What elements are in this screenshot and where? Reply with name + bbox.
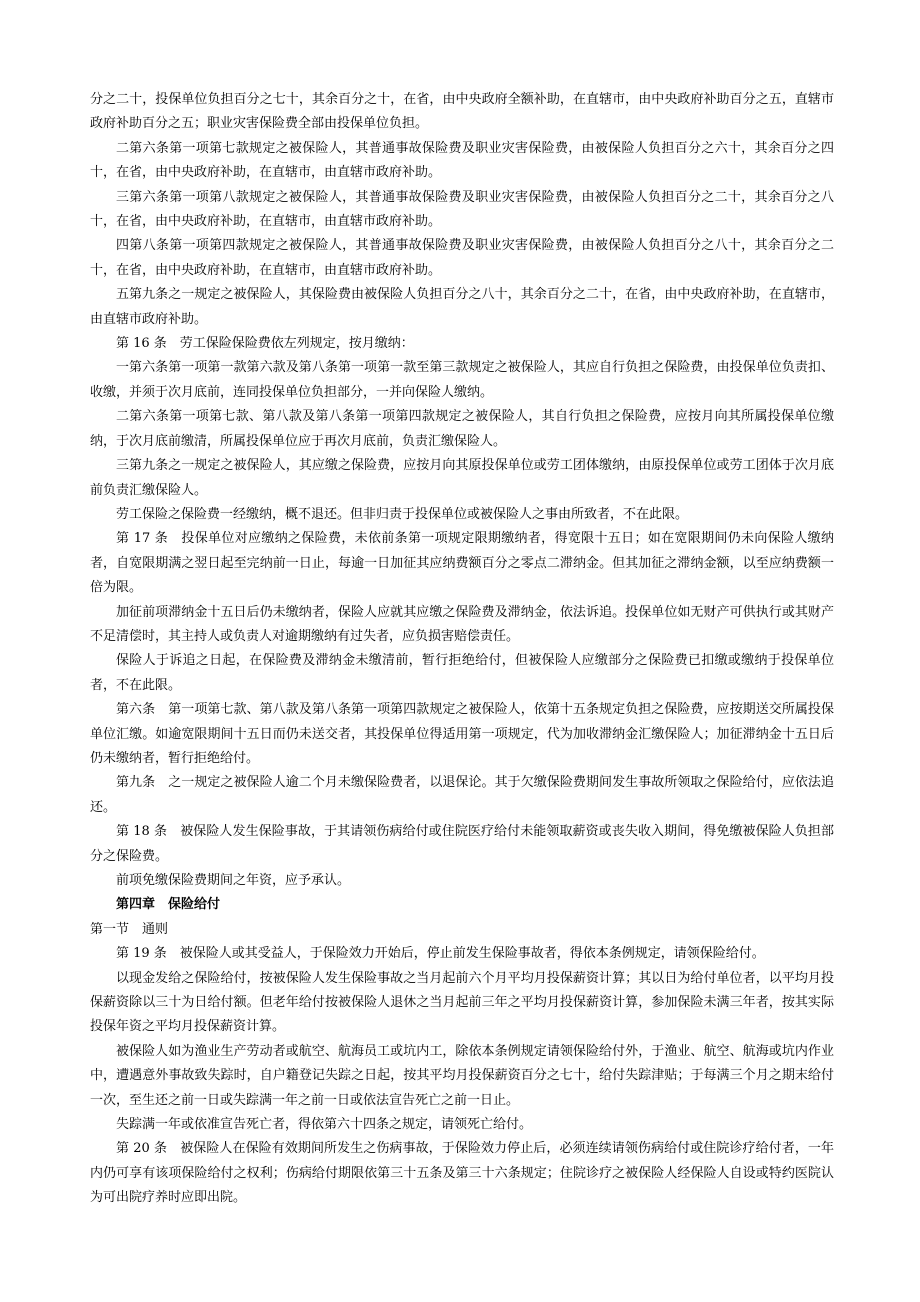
paragraph: 第六条 第一项第七款、第八款及第八条第一项第四款规定之被保险人，依第十五条规定负担之保险费，应按期送交所属投保单位汇缴。如逾宽限期间十五日而仍未送交者，其投保单位得适用第一项规定，代为加收滞纳金汇缴保险人；加征滞纳金十五日后仍未缴纳者，暂行拒绝给付。: [90, 702, 834, 766]
paragraph: 四第八条第一项第四款规定之被保险人，其普通事故保险费及职业灾害保险费，由被保险人负担百分之八十，其余百分之二十，在省，由中央政府补助，在直辖市，由直辖市政府补助。: [90, 238, 834, 278]
paragraph: 前项免缴保险费期间之年资，应予承认。: [116, 873, 351, 888]
article-17: 第 17 条 投保单位对应缴纳之保险费，未依前条第一项规定限期缴纳者，得宽限十五日；如在宽限期间仍未向保险人缴纳者，自宽限期满之翌日起至完纳前一日止，每逾一日加征其应纳费额百分之零点二滞纳金。但其加征之滞纳金额，以至应纳费额一倍为限。: [90, 531, 834, 596]
paragraph: 五第九条之一规定之被保险人，其保险费由被保险人负担百分之八十，其余百分之二十，在省，由中央政府补助，在直辖市，由直辖市政府补助。: [90, 287, 834, 327]
paragraph: 失踪满一年或依准宣告死亡者，得依第六十四条之规定，请领死亡给付。: [116, 1117, 533, 1133]
paragraph: 被保险人如为渔业生产劳动者或航空、航海员工或坑内工，除依本条例规定请领保险给付外，于渔业、航空、航海或坑内作业中，遭遇意外事故致失踪时，自户籍登记失踪之日起，按其平均月投保薪资百分之七十，给付失踪津贴；于每满三个月之期末给付一次，至生还之前一日或失踪满一年之前一日或依法宣告死亡之前一日止。: [90, 1043, 834, 1108]
article-heading-16: 第 16 条 劳工保险保险费依左列规定，按月缴纳：: [116, 336, 414, 352]
article-20: 第 20 条 被保险人在保险有效期间所发生之伤病事故，于保险效力停止后，必须连续请领伤病给付或住院诊疗给付者，一年内仍可享有该项保险给付之权利；伤病给付期限依第三十五条及第三十六条规定；住院诊疗之被保险人经保险人自设或特约医院认为可出院疗养时应即出院。: [90, 1141, 834, 1206]
chapter-heading: 第四章 保险给付: [116, 897, 221, 913]
paragraph: 以现金发给之保险给付，按被保险人发生保险事故之当月起前六个月平均月投保薪资计算；其以日为给付单位者，以平均月投保薪资除以三十为日给付额。但老年给付按被保险人退休之当月起前三年之平均月投保薪资计算，参加保险未满三年者，按其实际投保年资之平均月投保薪资计算。: [90, 970, 834, 1035]
paragraph: 一第六条第一项第一款第六款及第八条第一项第一款至第三款规定之被保险人，其应自行负担之保险费，由投保单位负责扣、收缴，并须于次月底前，连同投保单位负担部分，一并向保险人缴纳。: [90, 360, 834, 400]
section-heading: 第一节 通则: [90, 921, 169, 937]
paragraph: 二第六条第一项第七款、第八款及第八条第一项第四款规定之被保险人，其自行负担之保险费，应按月向其所属投保单位缴纳，于次月底前缴清，所属投保单位应于再次月底前，负责汇缴保险人。: [90, 409, 834, 449]
paragraph: 保险人于诉追之日起，在保险费及滞纳金未缴清前，暂行拒绝给付，但被保险人应缴部分之保险费已扣缴或缴纳于投保单位者，不在此限。: [90, 653, 834, 693]
paragraph: 第九条 之一规定之被保险人逾二个月未缴保险费者，以退保论。其于欠缴保险费期间发生事故所领取之保险给付，应依法追还。: [90, 775, 834, 815]
article-18: 第 18 条 被保险人发生保险事故，于其请领伤病给付或住院医疗给付未能领取薪资或丧失收入期间，得免缴被保险人负担部分之保险费。: [90, 824, 834, 864]
document-body: [90, 88, 834, 1211]
paragraph: 二第六条第一项第七款规定之被保险人，其普通事故保险费及职业灾害保险费，由被保险人负担百分之六十，其余百分之四十，在省，由中央政府补助，在直辖市，由直辖市政府补助。: [90, 140, 834, 181]
paragraph: 加征前项滞纳金十五日后仍未缴纳者，保险人应就其应缴之保险费及滞纳金，依法诉追。投保单位如无财产可供执行或其财产不足清偿时，其主持人或负责人对逾期缴纳有过失者，应负损害赔偿责任。: [90, 604, 834, 644]
paragraph: 分之二十，投保单位负担百分之七十，其余百分之十，在省，由中央政府全额补助，在直辖市，由中央政府补助百分之五，直辖市政府补助百分之五；职业灾害保险费全部由投保单位负担。: [90, 92, 834, 132]
paragraph: 劳工保险之保险费一经缴纳，概不退还。但非归责于投保单位或被保险人之事由所致者，不在此限。: [116, 506, 689, 522]
paragraph: 三第六条第一项第八款规定之被保险人，其普通事故保险费及职业灾害保险费，由被保险人负担百分之二十，其余百分之八十，在省，由中央政府补助，在直辖市，由直辖市政府补助。: [90, 189, 834, 230]
paragraph: 三第九条之一规定之被保险人，其应缴之保险费，应按月向其原投保单位或劳工团体缴纳，由原投保单位或劳工团体于次月底前负责汇缴保险人。: [90, 458, 834, 498]
article-19: 第 19 条 被保险人或其受益人，于保险效力开始后，停止前发生保险事故者，得依本条例规定，请领保险给付。: [116, 946, 765, 962]
